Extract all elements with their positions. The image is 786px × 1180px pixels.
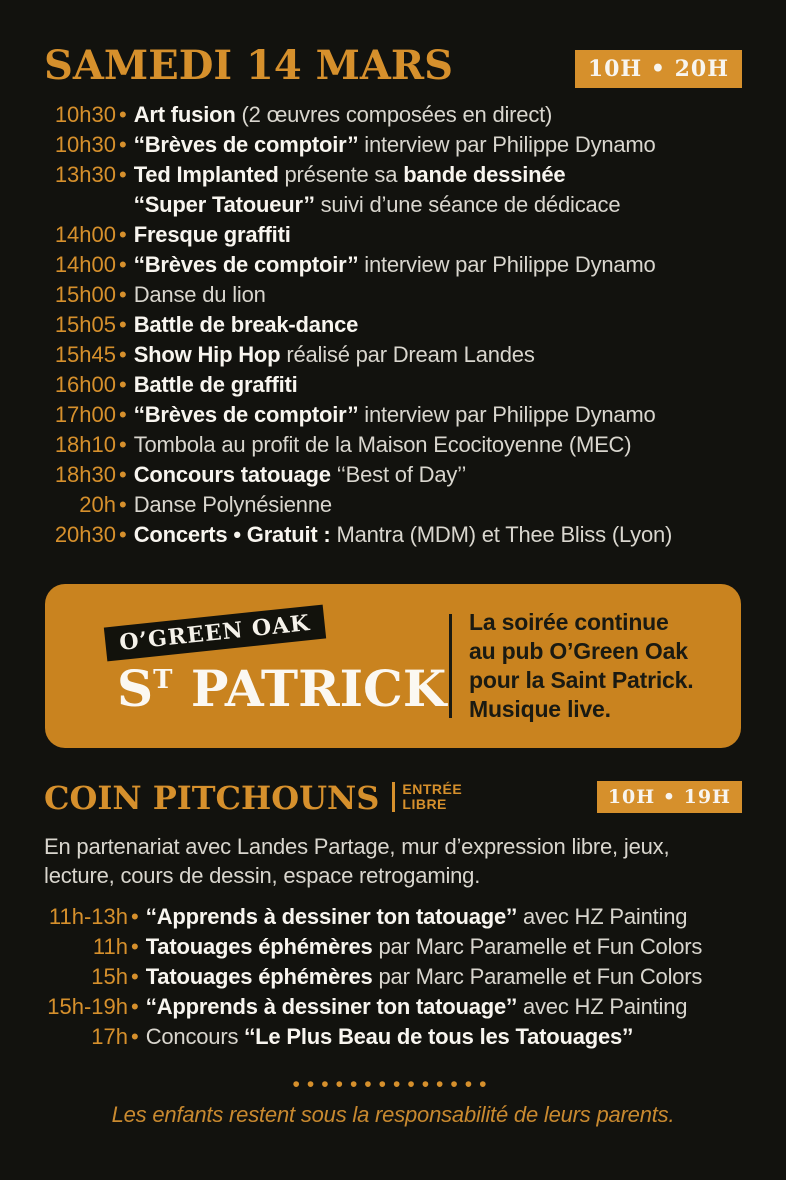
schedule-row bbox=[44, 962, 742, 992]
coin-schedule-list bbox=[44, 902, 742, 1052]
free-entry-label bbox=[392, 782, 462, 812]
vertical-divider bbox=[449, 614, 452, 718]
main-hours-badge: 10H • 20H bbox=[575, 50, 742, 88]
event-description bbox=[134, 100, 552, 130]
text-line: Musique live. bbox=[469, 696, 611, 722]
schedule-row bbox=[44, 902, 742, 932]
event-text: Mantra (MDM) et Thee Bliss (Lyon) bbox=[336, 522, 673, 547]
bullet-icon: • bbox=[119, 462, 127, 487]
event-text-bold: ‘‘Le Plus Beau de tous les Tatouages’’ bbox=[244, 1024, 634, 1049]
time-label: 20h30 bbox=[54, 522, 116, 547]
event-description bbox=[134, 340, 535, 370]
event-text-bold: ‘‘Apprends à dessiner ton tatouage’’ bbox=[145, 904, 518, 929]
event-text-bold: Concours tatouage bbox=[133, 462, 331, 487]
day-title: SAMEDI 14 MARS bbox=[44, 42, 454, 89]
time-label: 18h30 bbox=[54, 462, 116, 487]
event-text-bold: Battle de break-dance bbox=[133, 312, 359, 337]
st-patrick-title-rest: PATRICK bbox=[173, 658, 447, 718]
event-text: Concours bbox=[145, 1024, 245, 1049]
time-label: 13h30 bbox=[54, 162, 116, 187]
event-text: interview par Philippe Dynamo bbox=[358, 132, 656, 157]
event-description bbox=[134, 250, 656, 280]
bullet-icon: • bbox=[131, 994, 139, 1019]
text-line: lecture, cours de dessin, espace retrogaming. bbox=[44, 863, 481, 888]
schedule-row bbox=[44, 160, 742, 220]
event-description bbox=[134, 220, 291, 250]
event-description bbox=[146, 962, 703, 992]
event-text-bold: ‘‘Brèves de comptoir’’ bbox=[133, 252, 359, 277]
parents-notice: Les enfants restent sous la responsabilité de leurs parents. bbox=[111, 1102, 675, 1127]
free-entry-line1: ENTRÉE bbox=[402, 781, 463, 797]
bullet-icon: • bbox=[119, 222, 127, 247]
dots-divider: •••••••••••••• bbox=[292, 1073, 494, 1096]
schedule-row bbox=[44, 1022, 742, 1052]
event-text: ‘‘Best of Day’’ bbox=[330, 462, 467, 487]
text-line: La soirée continue bbox=[469, 609, 669, 635]
event-text: avec HZ Painting bbox=[517, 904, 688, 929]
event-text: Danse Polynésienne bbox=[133, 492, 332, 517]
event-text: par Marc Paramelle et Fun Colors bbox=[372, 934, 703, 959]
schedule-row bbox=[44, 430, 742, 460]
time-label: 11h-13h bbox=[48, 904, 128, 929]
schedule-row bbox=[44, 250, 742, 280]
event-text-bold: Art fusion bbox=[133, 102, 236, 127]
event-text-bold: Show Hip Hop bbox=[133, 342, 281, 367]
event-description bbox=[134, 460, 466, 490]
event-description bbox=[134, 400, 656, 430]
text-line: En partenariat avec Landes Partage, mur d’expression libre, jeux, bbox=[44, 834, 670, 859]
st-patrick-callout bbox=[45, 584, 741, 748]
coin-pitchouns-title: COIN PITCHOUNS bbox=[44, 779, 380, 817]
bullet-icon: • bbox=[119, 432, 127, 457]
event-description bbox=[146, 992, 688, 1022]
time-label: 15h45 bbox=[54, 342, 116, 367]
time-label: 16h00 bbox=[54, 372, 116, 397]
event-text: présente sa bbox=[278, 162, 404, 187]
st-patrick-description bbox=[469, 608, 693, 724]
event-description bbox=[134, 160, 621, 220]
event-text-bold: Ted Implanted bbox=[133, 162, 279, 187]
event-text-bold: ‘‘Brèves de comptoir’’ bbox=[133, 132, 359, 157]
main-program-header bbox=[44, 44, 742, 88]
event-description bbox=[134, 130, 656, 160]
schedule-row bbox=[44, 932, 742, 962]
event-description bbox=[134, 310, 358, 340]
time-label: 15h00 bbox=[54, 282, 116, 307]
pub-name-badge: O’GREEN OAK bbox=[104, 604, 326, 661]
event-text: réalisé par Dream Landes bbox=[280, 342, 535, 367]
event-description bbox=[134, 520, 672, 550]
time-label: 15h bbox=[91, 964, 128, 989]
schedule-row bbox=[44, 992, 742, 1022]
event-text-bold: Tatouages éphémères bbox=[145, 934, 373, 959]
bullet-icon: • bbox=[119, 522, 127, 547]
time-label: 17h00 bbox=[54, 402, 116, 427]
event-text: (2 œuvres composées en direct) bbox=[235, 102, 553, 127]
time-label: 14h00 bbox=[54, 252, 116, 277]
event-text-bold: Concerts • Gratuit : bbox=[133, 522, 337, 547]
bullet-icon: • bbox=[119, 252, 127, 277]
bullet-icon: • bbox=[119, 342, 127, 367]
time-label: 15h-19h bbox=[47, 994, 128, 1019]
event-text-bold: Battle de graffiti bbox=[133, 372, 298, 397]
time-label: 10h30 bbox=[54, 102, 116, 127]
schedule-row bbox=[44, 100, 742, 130]
event-text: Tombola au profit de la Maison Ecocitoyenne (MEC) bbox=[133, 432, 632, 457]
bullet-icon: • bbox=[119, 162, 127, 187]
event-text-bold: ‘‘Apprends à dessiner ton tatouage’’ bbox=[145, 994, 518, 1019]
st-patrick-branding bbox=[103, 609, 449, 718]
event-description bbox=[134, 280, 266, 310]
schedule-row bbox=[44, 340, 742, 370]
event-description bbox=[134, 430, 632, 460]
time-label: 15h05 bbox=[54, 312, 116, 337]
schedule-row bbox=[44, 130, 742, 160]
schedule-row bbox=[44, 310, 742, 340]
bullet-icon: • bbox=[119, 402, 127, 427]
bullet-icon: • bbox=[119, 372, 127, 397]
event-description bbox=[146, 932, 703, 962]
time-label: 14h00 bbox=[54, 222, 116, 247]
bullet-icon: • bbox=[119, 282, 127, 307]
schedule-row bbox=[44, 490, 742, 520]
schedule-row bbox=[44, 280, 742, 310]
text-line: au pub O’Green Oak bbox=[469, 638, 688, 664]
free-entry-line2: LIBRE bbox=[402, 796, 447, 812]
st-patrick-title bbox=[117, 652, 449, 717]
st-patrick-title-sup-t: T bbox=[153, 664, 174, 695]
schedule-row bbox=[44, 520, 742, 550]
bullet-icon: • bbox=[131, 1024, 139, 1049]
event-text-bold: bande dessinée bbox=[403, 162, 566, 187]
st-patrick-title-s: S bbox=[117, 658, 154, 718]
time-label: 20h bbox=[79, 492, 116, 517]
text-line: pour la Saint Patrick. bbox=[469, 667, 694, 693]
event-text-bold: ‘‘Brèves de comptoir’’ bbox=[133, 402, 359, 427]
coin-pitchouns-intro bbox=[44, 832, 742, 890]
time-label: 18h10 bbox=[54, 432, 116, 457]
event-text: Danse du lion bbox=[133, 282, 266, 307]
bullet-icon: • bbox=[119, 102, 127, 127]
event-text: interview par Philippe Dynamo bbox=[358, 252, 656, 277]
bullet-icon: • bbox=[131, 964, 139, 989]
event-text-bold: Tatouages éphémères bbox=[145, 964, 373, 989]
event-description bbox=[146, 902, 688, 932]
schedule-row bbox=[44, 460, 742, 490]
event-text: suivi d’une séance de dédicace bbox=[314, 192, 621, 217]
event-description bbox=[146, 1022, 633, 1052]
schedule-row bbox=[44, 400, 742, 430]
event-text: par Marc Paramelle et Fun Colors bbox=[372, 964, 703, 989]
bullet-icon: • bbox=[119, 132, 127, 157]
coin-hours-badge: 10H • 19H bbox=[597, 781, 742, 813]
schedule-row bbox=[44, 370, 742, 400]
bullet-icon: • bbox=[119, 312, 127, 337]
coin-pitchouns-header bbox=[44, 779, 742, 817]
time-label: 17h bbox=[91, 1024, 128, 1049]
event-description bbox=[134, 370, 298, 400]
event-text: interview par Philippe Dynamo bbox=[358, 402, 656, 427]
time-label: 11h bbox=[92, 934, 128, 959]
event-text: avec HZ Painting bbox=[517, 994, 688, 1019]
bullet-icon: • bbox=[119, 492, 127, 517]
bullet-icon: • bbox=[131, 904, 139, 929]
event-description bbox=[134, 490, 332, 520]
main-schedule-list bbox=[44, 100, 742, 550]
event-text-bold: ‘‘Super Tatoueur’’ bbox=[133, 192, 315, 217]
time-label: 10h30 bbox=[54, 132, 116, 157]
event-text-bold: Fresque graffiti bbox=[133, 222, 291, 247]
schedule-row bbox=[44, 220, 742, 250]
bullet-icon: • bbox=[131, 934, 139, 959]
